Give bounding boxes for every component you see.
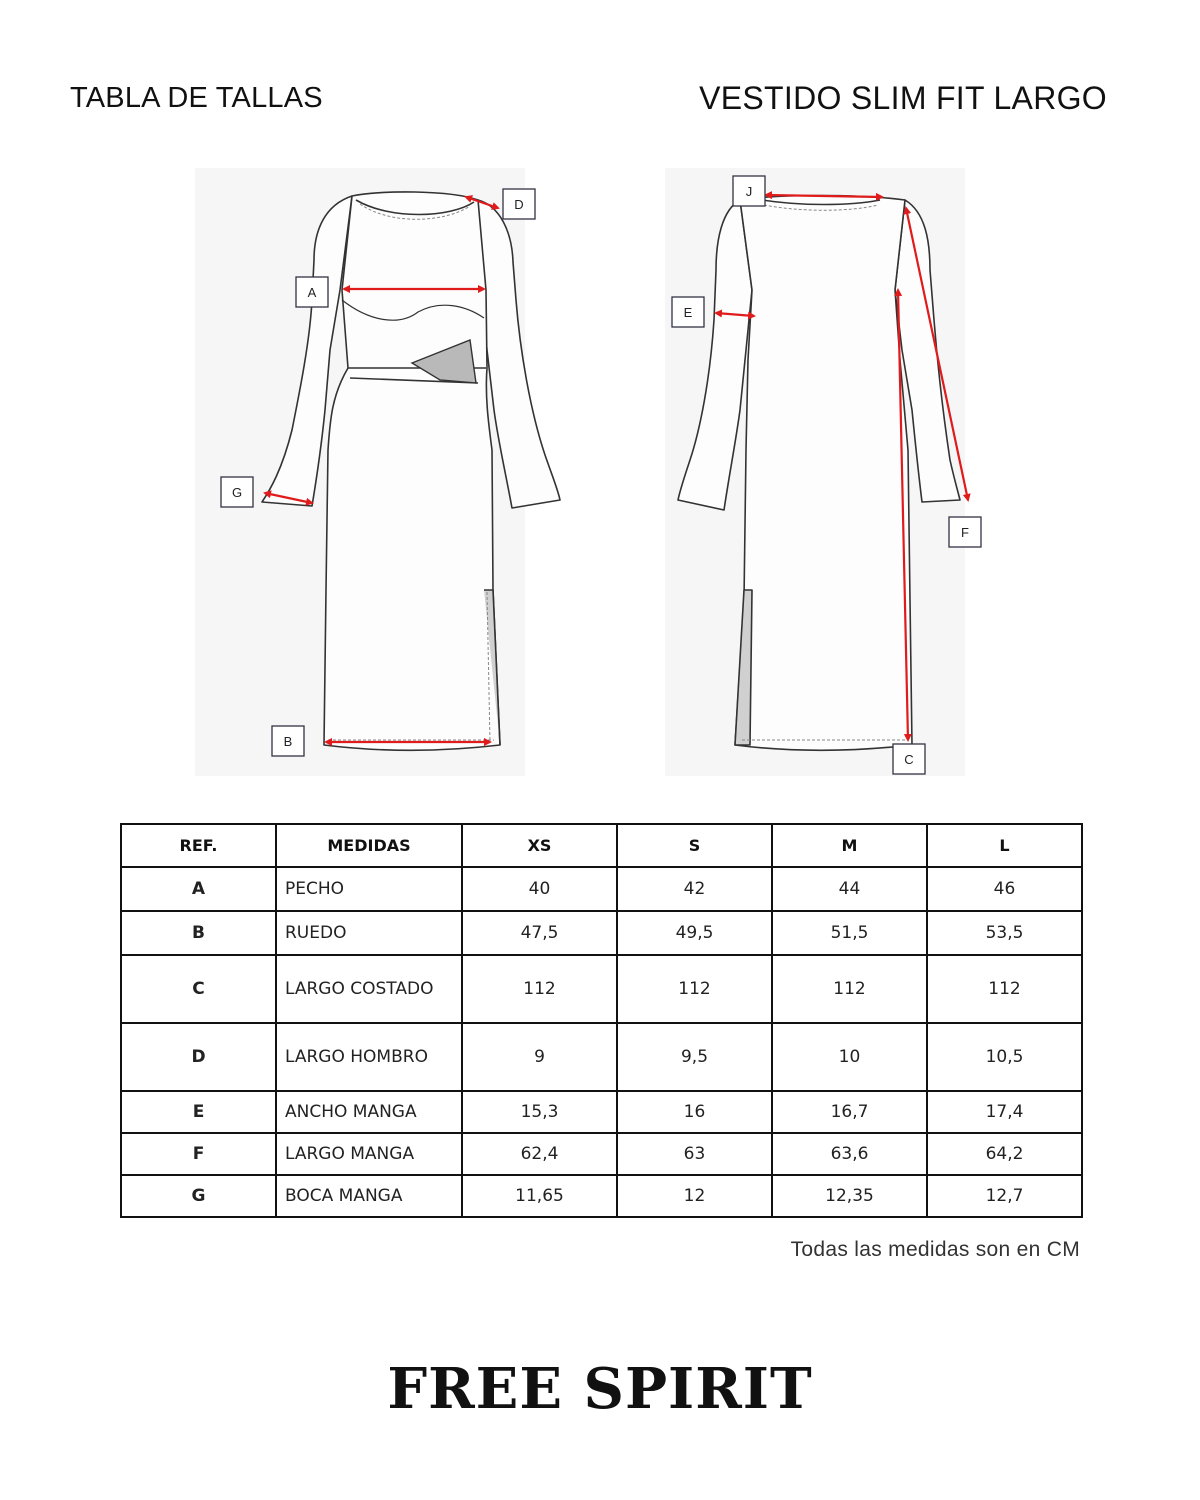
cell-s: 63: [617, 1133, 772, 1175]
cell-s: 42: [617, 867, 772, 911]
row-measure: RUEDO: [276, 911, 462, 955]
label-b: [272, 726, 304, 756]
row-measure: BOCA MANGA: [276, 1175, 462, 1217]
cell-xs: 11,65: [462, 1175, 617, 1217]
cell-l: 17,4: [927, 1091, 1082, 1133]
product-title: VESTIDO SLIM FIT LARGO: [699, 80, 1107, 116]
row-ref: D: [121, 1023, 276, 1091]
column-header-xs: XS: [462, 824, 617, 867]
cell-m: 10: [772, 1023, 927, 1091]
label-a: [296, 277, 328, 307]
table-row: [121, 1175, 1082, 1217]
svg-text:E: E: [683, 305, 693, 320]
table-row: [121, 1133, 1082, 1175]
cell-s: 16: [617, 1091, 772, 1133]
svg-text:A: A: [307, 285, 317, 300]
column-header-l: L: [927, 824, 1082, 867]
cell-l: 53,5: [927, 911, 1082, 955]
svg-text:D: D: [514, 197, 524, 212]
cell-m: 63,6: [772, 1133, 927, 1175]
table-row: [121, 911, 1082, 955]
row-ref: E: [121, 1091, 276, 1133]
label-d: [503, 189, 535, 219]
size-chart-title: TABLA DE TALLAS: [70, 82, 323, 114]
svg-text:F: F: [961, 525, 969, 540]
svg-text:B: B: [283, 734, 293, 749]
cell-m: 51,5: [772, 911, 927, 955]
label-c: [893, 744, 925, 774]
column-header-m: M: [772, 824, 927, 867]
cell-xs: 62,4: [462, 1133, 617, 1175]
svg-text:C: C: [904, 752, 914, 767]
row-ref: F: [121, 1133, 276, 1175]
garment-diagram: [0, 160, 1200, 790]
cell-l: 46: [927, 867, 1082, 911]
cell-l: 12,7: [927, 1175, 1082, 1217]
table-row: [121, 1091, 1082, 1133]
cell-l: 10,5: [927, 1023, 1082, 1091]
cell-xs: 9: [462, 1023, 617, 1091]
cell-xs: 112: [462, 955, 617, 1023]
row-measure: LARGO HOMBRO: [276, 1023, 462, 1091]
cell-m: 44: [772, 867, 927, 911]
label-g: [221, 477, 253, 507]
table-header-row: [121, 824, 1082, 867]
table-row: [121, 955, 1082, 1023]
column-header-medidas: MEDIDAS: [276, 824, 462, 867]
brand-logo: FREE SPIRIT: [387, 1356, 813, 1422]
cell-m: 16,7: [772, 1091, 927, 1133]
row-ref: C: [121, 955, 276, 1023]
row-ref: A: [121, 867, 276, 911]
label-j: [733, 176, 765, 206]
column-header-s: S: [617, 824, 772, 867]
row-measure: ANCHO MANGA: [276, 1091, 462, 1133]
cell-s: 12: [617, 1175, 772, 1217]
cell-l: 64,2: [927, 1133, 1082, 1175]
table-row: [121, 1023, 1082, 1091]
cell-s: 49,5: [617, 911, 772, 955]
row-measure: LARGO MANGA: [276, 1133, 462, 1175]
cell-xs: 40: [462, 867, 617, 911]
label-e: [672, 297, 704, 327]
cell-m: 112: [772, 955, 927, 1023]
table-row: [121, 867, 1082, 911]
cell-m: 12,35: [772, 1175, 927, 1217]
cell-s: 112: [617, 955, 772, 1023]
svg-text:J: J: [745, 184, 753, 199]
svg-text:G: G: [231, 485, 243, 500]
label-f: [949, 517, 981, 547]
cell-xs: 15,3: [462, 1091, 617, 1133]
cell-s: 9,5: [617, 1023, 772, 1091]
units-note: Todas las medidas son en CM: [790, 1238, 1080, 1261]
cell-l: 112: [927, 955, 1082, 1023]
row-measure: LARGO COSTADO: [276, 955, 462, 1023]
row-ref: B: [121, 911, 276, 955]
row-measure: PECHO: [276, 867, 462, 911]
column-header-ref: REF.: [121, 824, 276, 867]
size-table: [120, 823, 1083, 1218]
cell-xs: 47,5: [462, 911, 617, 955]
row-ref: G: [121, 1175, 276, 1217]
